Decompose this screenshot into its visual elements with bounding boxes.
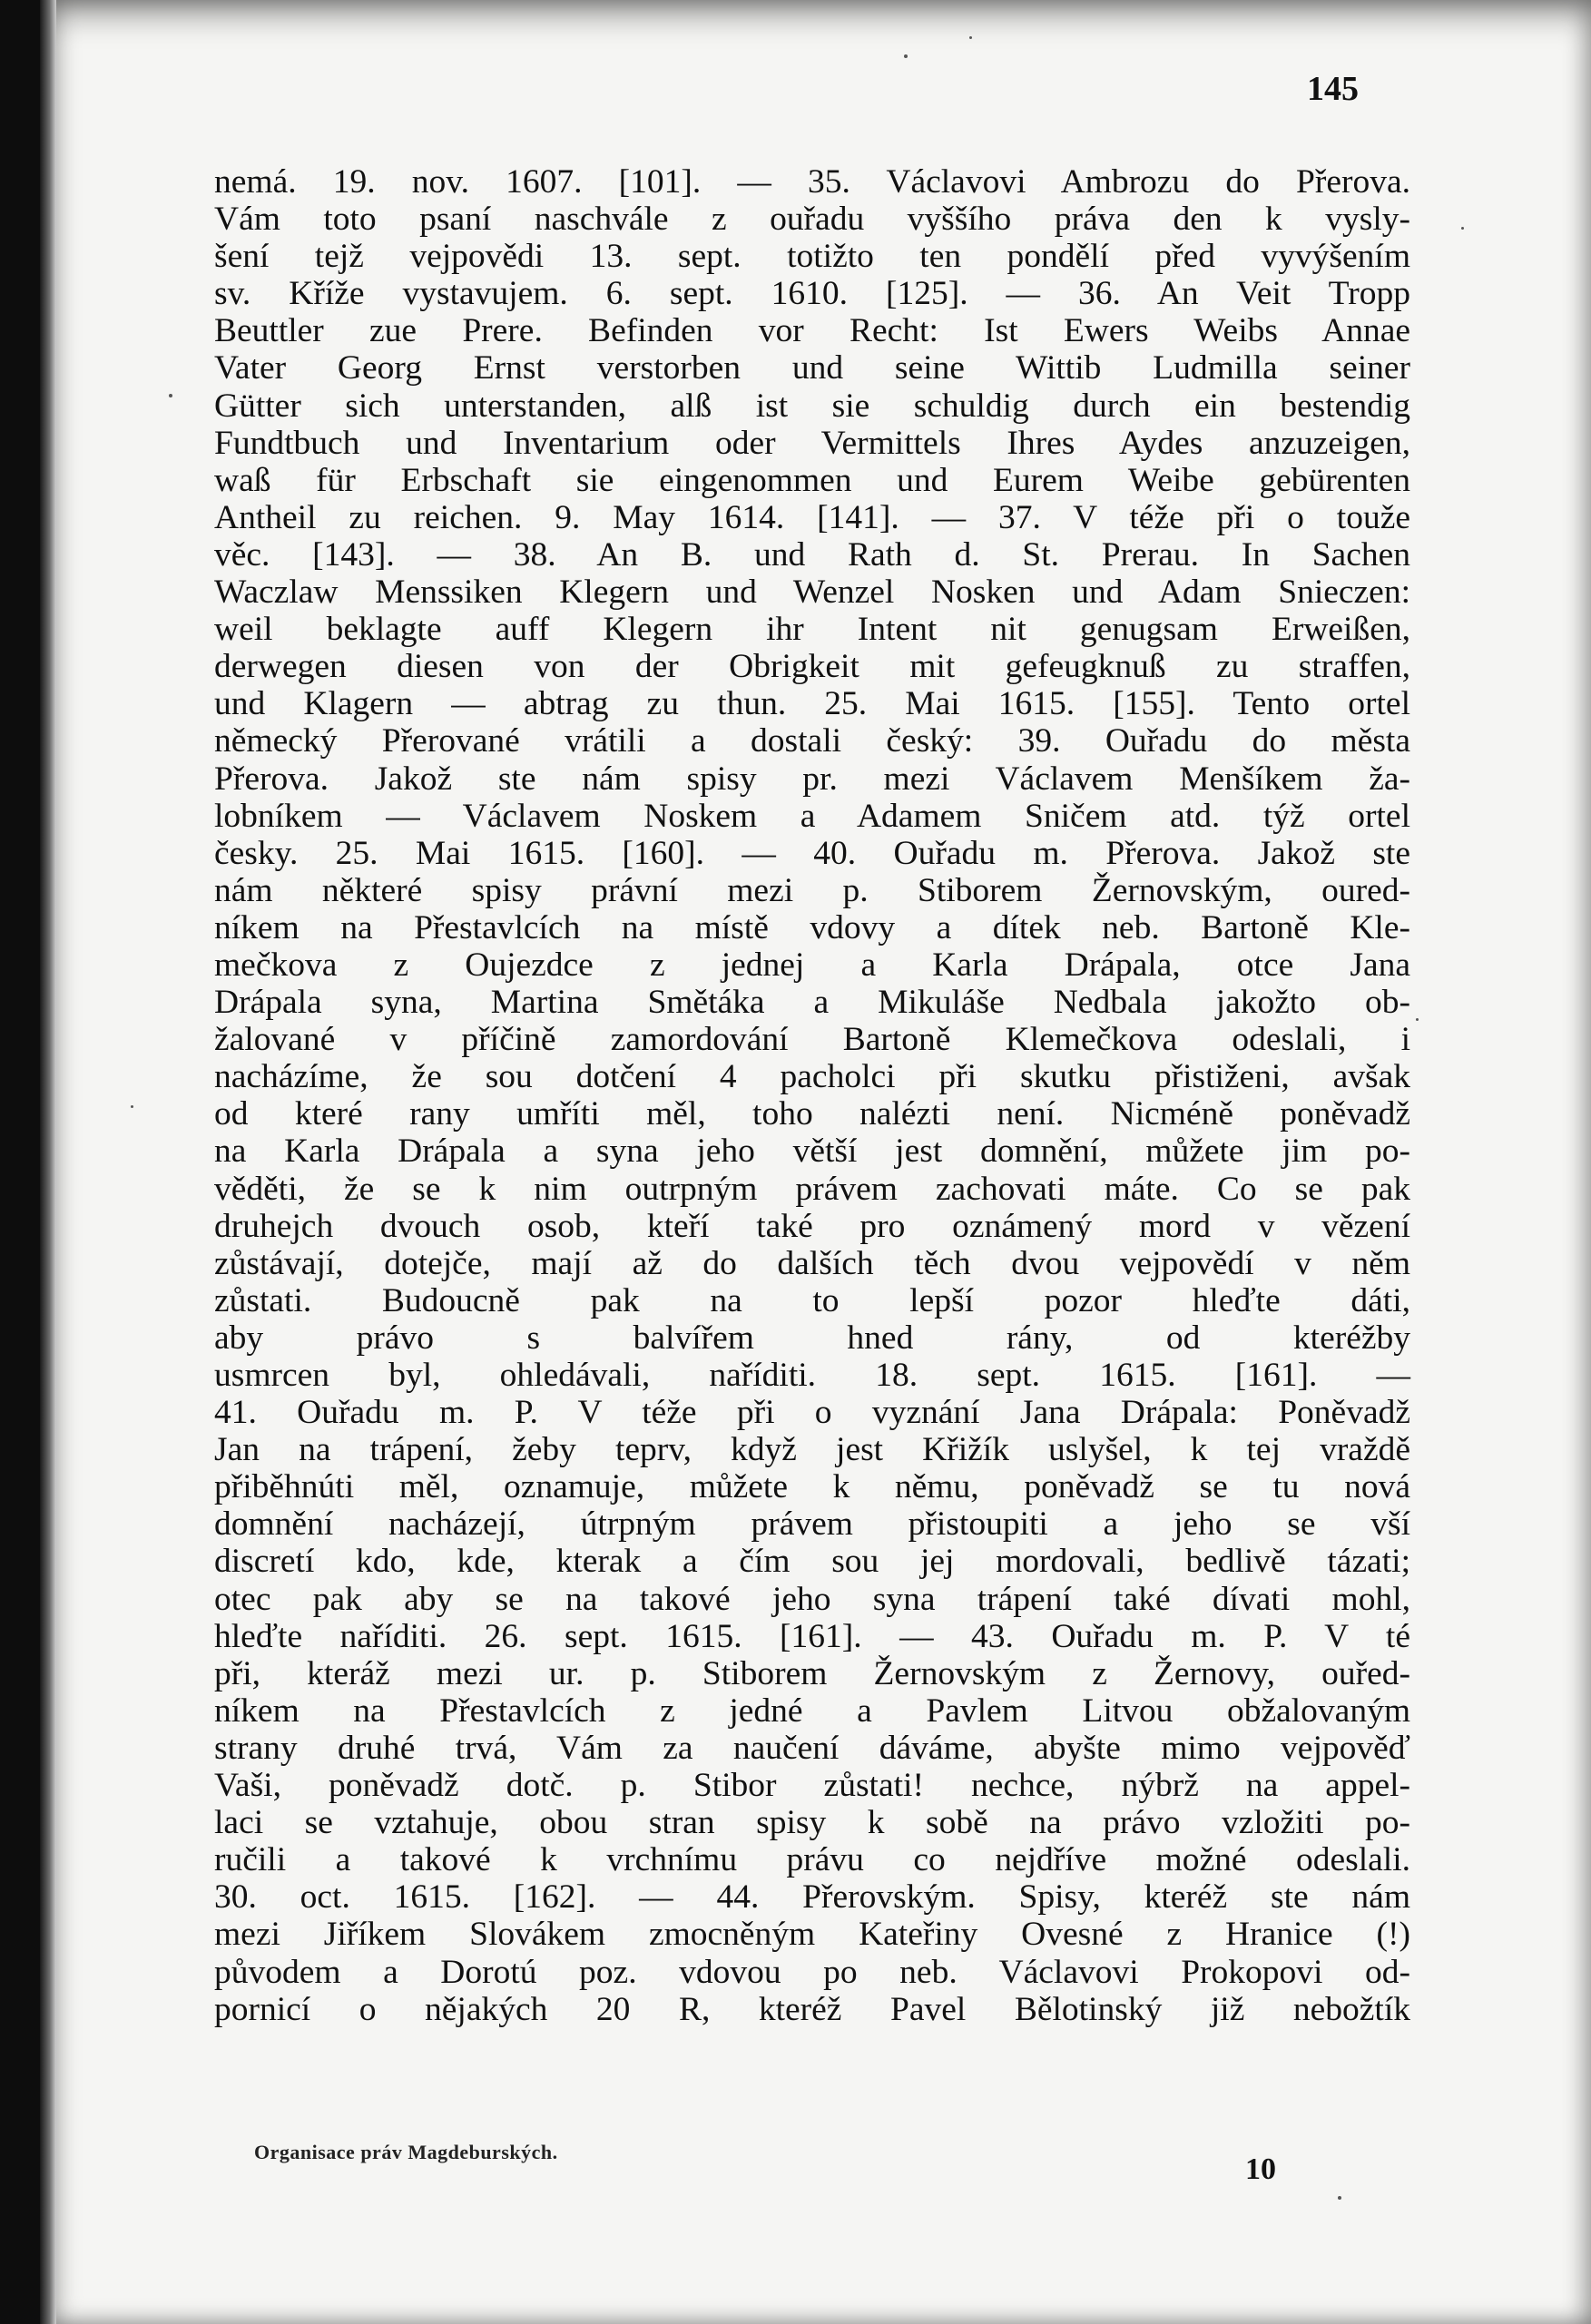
- text-line: nemá. 19. nov. 1607. [101]. — 35. Václavovi Ambrozu do Přerova.: [214, 163, 1410, 201]
- text-line: derwegen diesen von der Obrigkeit mit gefeugknuß zu straffen,: [214, 648, 1410, 686]
- text-line: druhejch dvouch osob, kteří také pro oznámený mord v vězení: [214, 1207, 1410, 1245]
- text-line: mezi Jiříkem Slovákem zmocněným Kateřiny Ovesné z Hranice (!): [214, 1916, 1410, 1954]
- text-line: nám některé spisy právní mezi p. Stiborem Žernovským, oured-: [214, 871, 1410, 909]
- text-line: níkem na Přestavlcích z jedné a Pavlem Litvou obžalovaným: [214, 1692, 1410, 1730]
- text-line: nacházíme, že sou dotčení 4 pacholci při skutku přistiženi, avšak: [214, 1058, 1410, 1096]
- text-line: 30. oct. 1615. [162]. — 44. Přerovským. Spisy, kteréž ste nám: [214, 1878, 1410, 1917]
- text-line: od které rany umříti měl, toho nalézti není. Nicméně poněvadž: [214, 1095, 1410, 1133]
- text-line: Vaši, poněvadž dotč. p. Stibor zůstati! nechce, nýbrž na appel-: [214, 1767, 1410, 1805]
- text-line: zůstávají, dotejče, mají až do dalších těch dvou vejpovědí v něm: [214, 1244, 1410, 1282]
- page-edge-shadow: [40, 0, 56, 2324]
- text-line: Vater Georg Ernst verstorben und seine Wittib Ludmilla seiner: [214, 349, 1410, 387]
- text-line: Vám toto psaní naschvále z ouřadu vyššího práva den k vysly-: [214, 201, 1410, 239]
- text-line: Jan na trápení, žeby teprv, když jest Křižík uslyšel, k tej vraždě: [214, 1431, 1410, 1469]
- text-line: domnění nacházejí, útrpným právem přistoupiti a jeho se vší: [214, 1505, 1410, 1544]
- text-line: přiběhnúti měl, oznamuje, můžete k němu, poněvadž se tu nová: [214, 1468, 1410, 1506]
- text-line: Přerova. Jakož ste nám spisy pr. mezi Václavem Menšíkem ža-: [214, 760, 1410, 798]
- text-line: původem a Dorotú poz. vdovou po neb. Václavovi Prokopovi od-: [214, 1953, 1410, 1991]
- text-line: otec pak aby se na takové jeho syna trápení také dívati mohl,: [214, 1580, 1410, 1618]
- text-line: Fundtbuch und Inventarium oder Vermittels Ihres Aydes anzuzeigen,: [214, 424, 1410, 462]
- text-line: Drápala syna, Martina Smětáka a Mikuláše Nedbala jakožto ob-: [214, 984, 1410, 1022]
- signature-mark: 10: [1245, 2152, 1276, 2186]
- text-line: Waczlaw Menssiken Klegern und Wenzel Nosken und Adam Snieczen:: [214, 574, 1410, 612]
- text-line: věděti, že se k nim outrpným právem zachovati máte. Co se pak: [214, 1170, 1410, 1208]
- text-line: žalované v příčině zamordování Bartoně Klemečkova odeslali, i: [214, 1021, 1410, 1059]
- text-line: mečkova z Oujezdce z jednej a Karla Drápala, otce Jana: [214, 946, 1410, 984]
- text-line: aby právo s balvířem hned rány, od kteréžby: [214, 1319, 1410, 1357]
- body-text: [214, 163, 1410, 2028]
- text-line: Beuttler zue Prere. Befinden vor Recht: Ist Ewers Weibs Annae: [214, 312, 1410, 350]
- scan-speck: [169, 394, 172, 397]
- text-line: pornicí o nějakých 20 R, kteréž Pavel Bělotinský již nebožtík: [214, 1990, 1410, 2028]
- text-line: při, kteráž mezi ur. p. Stiborem Žernovským z Žernovy, ouřed-: [214, 1654, 1410, 1692]
- page-number: 145: [1307, 70, 1359, 108]
- scan-speck: [1461, 227, 1464, 230]
- scan-speck: [969, 36, 972, 39]
- text-line: und Klagern — abtrag zu thun. 25. Mai 1615. [155]. Tento ortel: [214, 685, 1410, 723]
- text-line: sv. Kříže vystavujem. 6. sept. 1610. [125]. — 36. An Veit Tropp: [214, 275, 1410, 313]
- text-line: waß für Erbschaft sie eingenommen und Eurem Weibe gebürenten: [214, 461, 1410, 499]
- text-line: discretí kdo, kde, kterak a čím sou jej mordovali, bedlivě tázati;: [214, 1543, 1410, 1581]
- text-line: německý Přerované vrátili a dostali český: 39. Ouřadu do města: [214, 722, 1410, 760]
- text-line: zůstati. Budoucně pak na to lepší pozor hleďte dáti,: [214, 1281, 1410, 1319]
- text-line: laci se vztahuje, obou stran spisy k sobě na právo vzložiti po-: [214, 1804, 1410, 1842]
- scan-speck: [1338, 2196, 1341, 2200]
- text-line: lobníkem — Václavem Noskem a Adamem Sničem atd. týž ortel: [214, 797, 1410, 835]
- text-line: ručili a takové k vrchnímu právu co nejdříve možné odeslali.: [214, 1841, 1410, 1879]
- text-line: Gütter sich unterstanden, alß ist sie schuldig durch ein bestendig: [214, 387, 1410, 425]
- text-line: usmrcen byl, ohledávali, naříditi. 18. sept. 1615. [161]. —: [214, 1357, 1410, 1394]
- text-line: strany druhé trvá, Vám za naučení dáváme, abyšte mimo vejpověď: [214, 1729, 1410, 1767]
- text-line: na Karla Drápala a syna jeho větší jest domnění, můžete jim po-: [214, 1133, 1410, 1171]
- text-line: 41. Ouřadu m. P. V téže při o vyznání Jana Drápala: Poněvadž: [214, 1394, 1410, 1432]
- text-line: Antheil zu reichen. 9. May 1614. [141]. — 37. V téže při o touže: [214, 498, 1410, 536]
- book-page: [40, 0, 1591, 2324]
- text-line: hleďte naříditi. 26. sept. 1615. [161]. — 43. Ouřadu m. P. V té: [214, 1617, 1410, 1655]
- scan-speck: [131, 1105, 133, 1108]
- text-line: weil beklagte auff Klegern ihr Intent nit genugsam Erweißen,: [214, 611, 1410, 649]
- text-line: věc. [143]. — 38. An B. und Rath d. St. Prerau. In Sachen: [214, 535, 1410, 574]
- footer-note: Organisace práv Magdeburských.: [254, 2141, 558, 2163]
- text-line: česky. 25. Mai 1615. [160]. — 40. Ouřadu m. Přerova. Jakož ste: [214, 834, 1410, 872]
- scan-speck: [1416, 1018, 1419, 1021]
- scan-speck: [904, 54, 908, 58]
- text-line: šení tejž vejpovědi 13. sept. totižto ten pondělí před vyvýšením: [214, 238, 1410, 276]
- text-line: níkem na Přestavlcích na místě vdovy a dítek neb. Bartoně Kle-: [214, 908, 1410, 946]
